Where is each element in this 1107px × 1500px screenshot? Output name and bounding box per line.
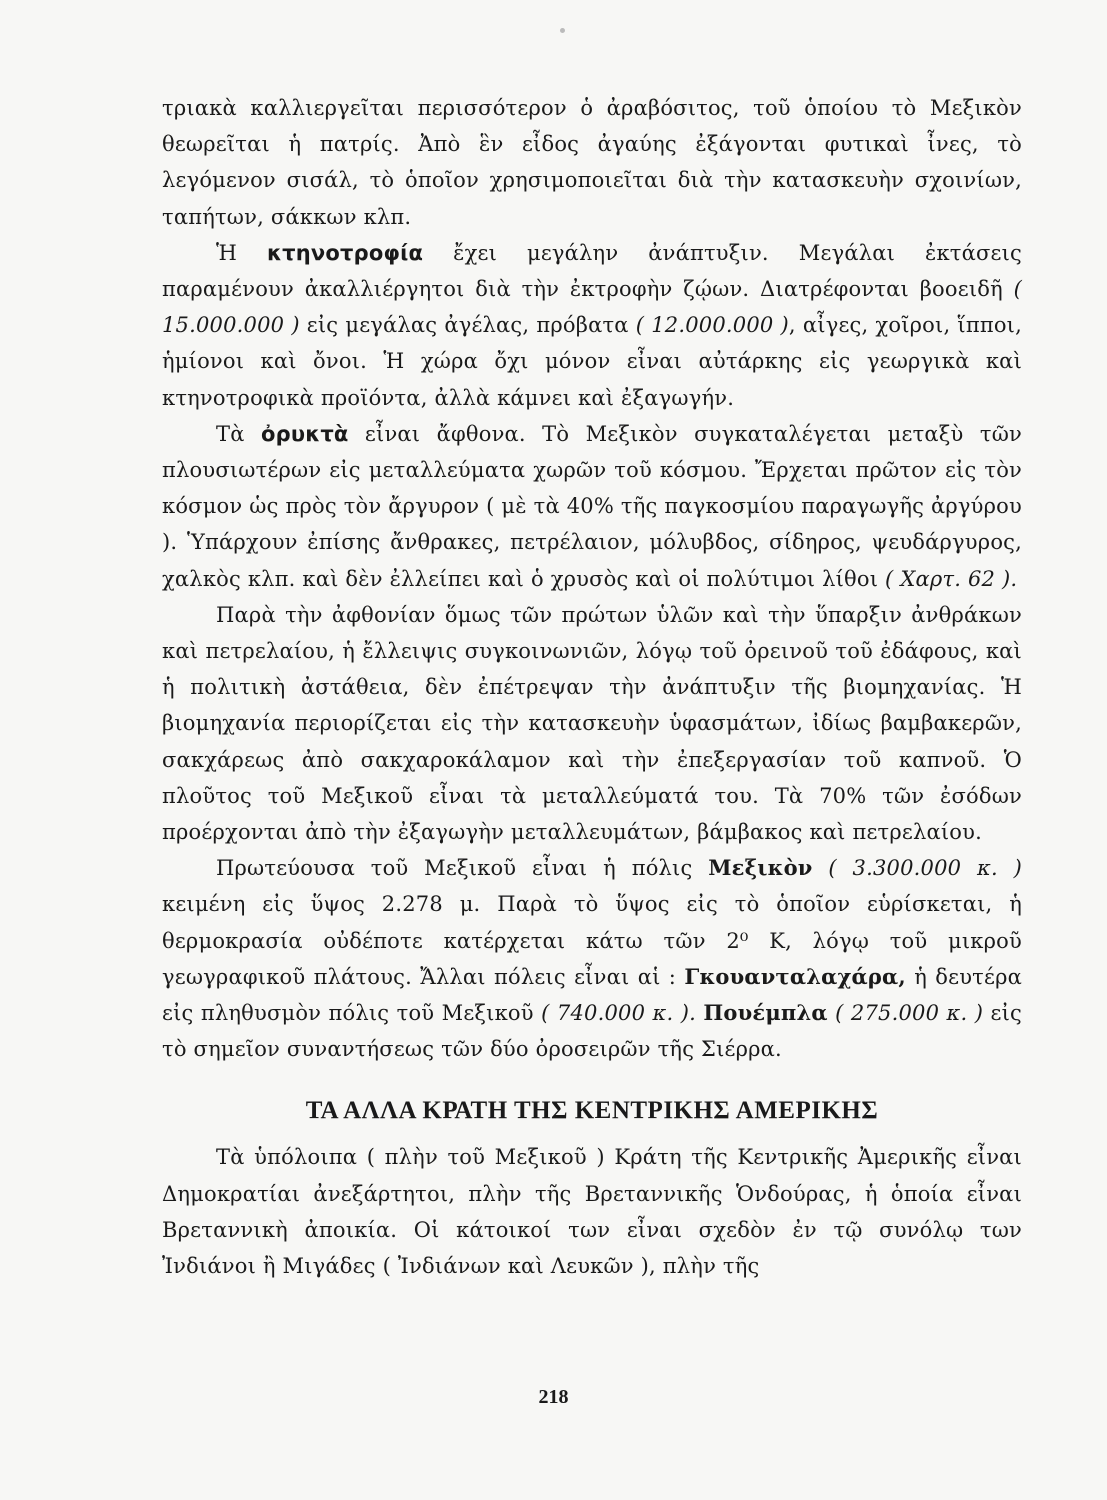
sheep-count: ( 12.000.000 ) [635, 313, 789, 338]
population-puebla: ( 275.000 κ. ) [835, 1001, 984, 1026]
text-run: ἔχει μεγάλην ἀνάπτυξιν. Μεγάλαι ἐκτάσεις παραμένουν ἀκαλλιέργητοι διὰ τὴν ἐκτροφὴν ζῴων. Διατρέφονται βοοειδῆ [162, 240, 1022, 302]
text-run: , αἶγες, χοῖροι, ἵπποι, ἡμίονοι καὶ ὄνοι. Ἡ χώρα ὄχι μόνον εἶναι αὐτάρκης εἰς γεωργικὰ καὶ κτηνοτροφικὰ προϊόντα, ἀλλὰ κάμνει καὶ ἐξαγωγήν. [162, 313, 1022, 410]
paragraph-other-states: Τὰ ὑπόλοιπα ( πλὴν τοῦ Μεξικοῦ ) Κράτη τῆς Κεντρικῆς Ἀμερικῆς εἶναι Δημοκρατίαι ἀνεξάρτητοι, πλὴν τῆς Βρεταννικῆς Ὁνδούρας, ἡ ὁποία εἶναι Βρεταννικὴ ἀποικία. Οἱ κάτοικοί των εἶναι σχεδὸν ἐν τῷ συνόλῳ των Ἰνδιάνοι ἢ Μιγάδες ( Ἰνδιάνων καὶ Λευκῶν ), πλὴν τῆς [162, 1145, 1022, 1279]
population-guadalajara: ( 740.000 κ. ). [541, 1001, 696, 1026]
page-number: 218 [538, 1386, 569, 1408]
keyword-minerals: ὀρυκτὰ [260, 421, 349, 446]
text-run: ἡ δευτέρα εἰς πληθυσμὸν πόλις τοῦ Μεξικοῦ [162, 964, 1022, 1026]
text-run: κειμένη εἰς ὕψος 2.278 μ. Παρὰ τὸ ὕψος εἰς τὸ ὁποῖον εὑρίσκεται, ἡ θερμοκρασία οὐδέποτε κατέρχεται κάτω τῶν 2⁰ Κ, λόγῳ τοῦ μικροῦ γεωγραφικοῦ πλάτους. Ἄλλαι πόλεις εἶναι αἱ : [162, 892, 1022, 989]
section-heading: ΤΑ ΑΛΛΑ ΚΡΑΤΗ ΤΗΣ ΚΕΝΤΡΙΚΗΣ ΑΜΕΡΙΚΗΣ [305, 1097, 879, 1125]
text-run: εἰς τὸ σημεῖον συναντήσεως τῶν δύο ὀροσειρῶν τῆς Σιέρρα. [162, 1001, 1023, 1062]
paragraph-industry: Παρὰ τὴν ἀφθονίαν ὅμως τῶν πρώτων ὑλῶν καὶ τὴν ὕπαρξιν ἀνθράκων καὶ πετρελαίου, ἡ ἔλλειψις συγκοινωνιῶν, λόγῳ τοῦ ὀρεινοῦ τοῦ ἐδάφους, καὶ ἡ πολιτικὴ ἀστάθεια, δὲν ἐπέτρεψαν τὴν ἀνάπτυξιν τῆς βιομηχανίας. Ἡ βιομηχανία περιορίζεται εἰς τὴν κατασκευὴν ὑφασμάτων, ἰδίως βαμβακερῶν, σακχάρεως ἀπὸ σακχαροκάλαμον καὶ τὴν ἐπεξεργασίαν τοῦ καπνοῦ. Ὁ πλοῦτος τοῦ Μεξικοῦ εἶναι τὰ μεταλλεύματά του. Τὰ 70% τῶν ἐσόδων προέρχονται ἀπὸ τὴν ἐξαγωγὴν μεταλλευμάτων, βάμβακος καὶ πετρελαίου. [162, 602, 1022, 845]
cattle-count: ( 15.000.000 ) [162, 277, 1022, 338]
map-reference: ( Χαρτ. 62 ). [885, 566, 1018, 591]
paragraph-agriculture: τριακὰ καλλιεργεῖται περισσότερον ὁ ἀραβόσιτος, τοῦ ὁποίου τὸ Μεξικὸν θεωρεῖται ἡ πατρίς. Ἀπὸ ἓν εἶδος ἀγαύης ἐξάγονται φυτικαὶ ἶνες, τὸ λεγόμενον σισάλ, τὸ ὁποῖον χρησιμοποιεῖται διὰ τὴν κατασκευὴν σχοινίων, ταπήτων, σάκκων κλπ. [162, 96, 1022, 229]
paragraph-cities [162, 850, 1022, 1067]
text-run: Πρωτεύουσα τοῦ Μεξικοῦ εἶναι ἡ πόλις [216, 856, 709, 881]
document-page [162, 90, 1022, 1284]
text-run: Τὰ [216, 421, 261, 446]
paper-speck [560, 28, 565, 33]
city-puebla: Πουέμπλα [703, 1000, 828, 1026]
city-guadalajara: Γκουανταλαχάρα, [684, 963, 906, 989]
paragraph-livestock [162, 235, 1022, 416]
paragraph-minerals [162, 416, 1022, 597]
text-run: εἶναι ἄφθονα. Τὸ Μεξικὸν συγκαταλέγεται μεταξὺ τῶν πλουσιωτέρων εἰς μεταλλεύματα χωρῶν τοῦ κόσμου. Ἔρχεται πρῶτον εἰς τὸν κόσμον ὡς πρὸς τὸν ἄργυρον ( μὲ τὰ 40% τῆς παγκοσμίου παραγωγῆς ἀργύρου ). Ὑπάρχουν ἐπίσης ἄνθρακες, πετρέλαιον, μόλυβδος, σίδηρος, ψευδάργυρος, χαλκὸς κλπ. καὶ δὲν ἐλλείπει καὶ ὁ χρυσὸς καὶ οἱ πολύτιμοι λίθοι [162, 421, 1022, 591]
keyword-livestock: κτηνοτροφία [267, 240, 424, 265]
population-mexico: ( 3.300.000 κ. ) [812, 856, 1023, 881]
city-mexico: Μεξικὸν [708, 855, 813, 881]
text-run: εἰς μεγάλας ἀγέλας, πρόβατα [299, 313, 636, 338]
text-run: Ἡ [216, 240, 268, 265]
